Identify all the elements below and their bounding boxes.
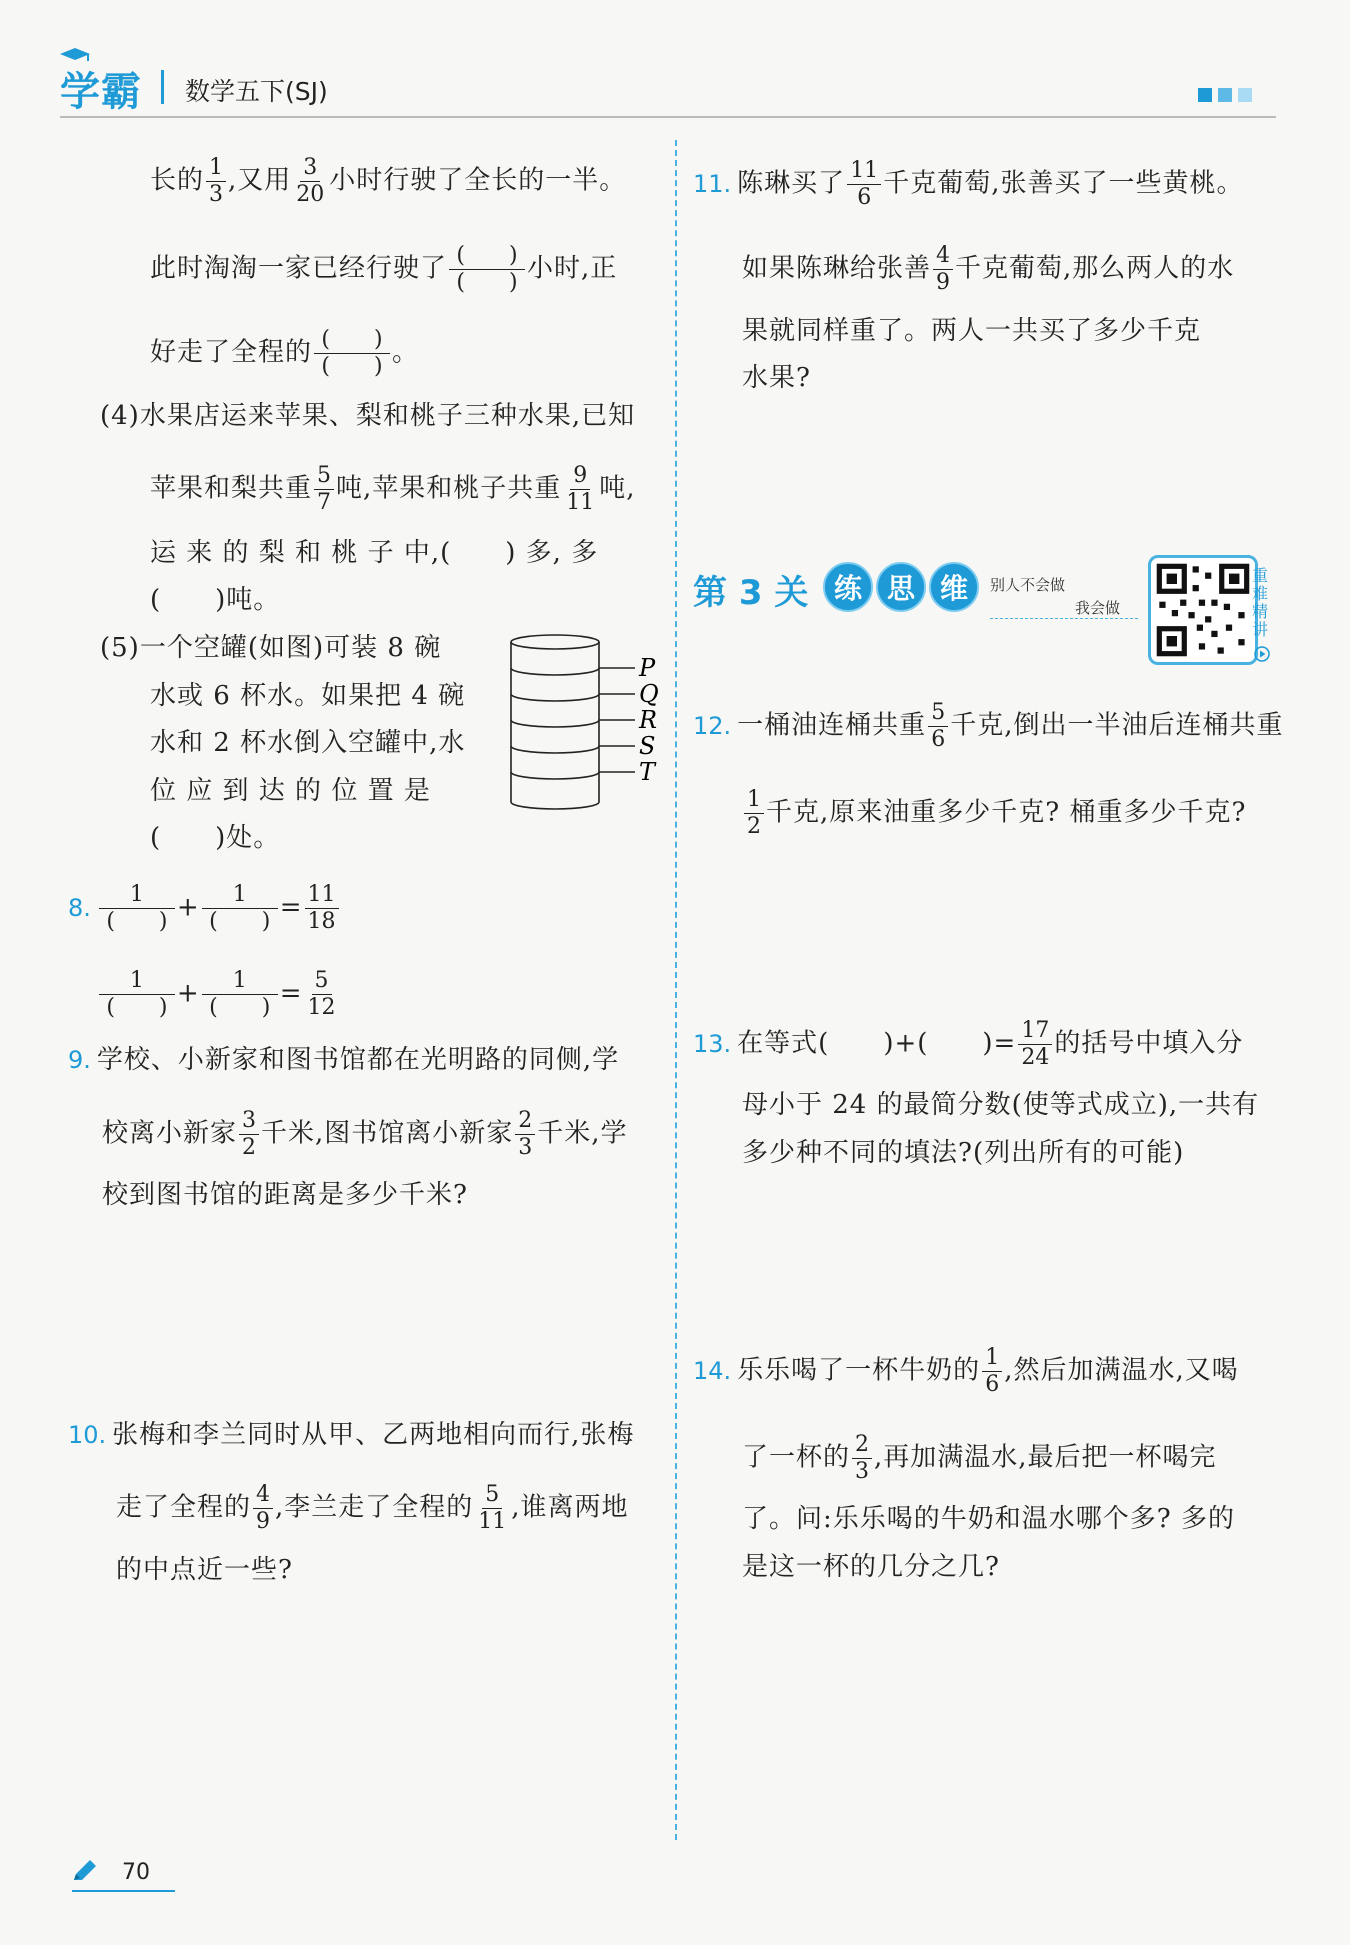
fraction: $\frac{2}{3}$ — [515, 1108, 535, 1161]
q9-line1: 9. 学校、小新家和图书馆都在光明路的同侧,学 — [68, 1045, 620, 1075]
book-title: 数学五下(SJ) — [185, 77, 328, 106]
q7-5-line1: (5)一个空罐(如图)可装 8 碗 — [100, 633, 442, 663]
q7-5-line5: ( )处。 — [150, 823, 281, 853]
q7-5-line2: 水或 6 杯水。如果把 4 碗 — [150, 681, 466, 711]
fraction: $\frac{4}{9}$ — [933, 243, 953, 296]
q12-line2: $\frac{1}{2}$ 千克,原来油重多少千克? 桶重多少千克? — [742, 787, 1246, 840]
fraction: $\frac{1}{2}$ — [744, 787, 764, 840]
answer-blank-fraction[interactable]: ( ) ( ) — [314, 327, 390, 380]
q7-5-line3: 水和 2 杯水倒入空罐中,水 — [150, 728, 466, 758]
section-pill: 维 — [929, 562, 979, 612]
q7-3-line2: 此时淘淘一家已经行驶了 ( ) ( ) 小时,正 — [150, 243, 618, 295]
q7-3-line1: 长的 $\frac{1}{3}$ ,又用 $\frac{3}{20}$ 小时行驶了全长的一半。 — [150, 155, 627, 207]
answer-blank-fraction[interactable]: ( ) ( ) — [449, 243, 525, 296]
question-number: 9. — [68, 1046, 91, 1074]
q9-line2: 校离小新家 $\frac{3}{2}$ 千米,图书馆离小新家 $\frac{2}{3}$ 千米,学 — [102, 1108, 628, 1160]
q9-line3: 校到图书馆的距离是多少千米? — [102, 1180, 468, 1210]
q14-line3: 了。问:乐乐喝的牛奶和温水哪个多? 多的 — [742, 1504, 1235, 1534]
fraction: $\frac{4}{9}$ — [253, 1482, 273, 1535]
section-pill: 练 — [823, 562, 873, 612]
q12-line1: 12. 一桶油连桶共重 $\frac{5}{6}$ 千克,倒出一半油后连桶共重 — [693, 700, 1284, 752]
pencil-icon — [70, 1858, 98, 1886]
q11-line1: 11. 陈琳买了 $\frac{11}{6}$ 千克葡萄,张善买了一些黄桃。 — [693, 158, 1244, 210]
q7-3-line3: 好走了全程的 ( ) ( ) 。 — [150, 327, 420, 379]
q11-line4: 水果? — [742, 363, 811, 393]
column-divider — [675, 140, 677, 1840]
question-number: 13. — [693, 1029, 732, 1058]
q10-line2: 走了全程的 $\frac{4}{9}$ ,李兰走了全程的 $\frac{5}{11}$ ,谁离两地 — [116, 1482, 629, 1534]
question-number: 11. — [693, 169, 732, 198]
section-pill: 思 — [876, 562, 926, 612]
fraction: $\frac{9}{11}$ — [566, 463, 595, 515]
can-diagram — [505, 630, 665, 815]
fraction: $\frac{5}{7}$ — [314, 463, 334, 516]
fraction: $\frac{1}{6}$ — [982, 1345, 1002, 1398]
qr-side-label: 重难精讲 — [1252, 566, 1269, 639]
answer-blank-fraction[interactable]: 1 ( ) — [202, 968, 278, 1021]
q14-line1: 14. 乐乐喝了一杯牛奶的 $\frac{1}{6}$ ,然后加满温水,又喝 — [693, 1345, 1239, 1397]
q7-5-line4: 位 应 到 达 的 位 置 是 — [150, 776, 431, 806]
fraction: $\frac{11}{6}$ — [847, 158, 881, 211]
section-note: 我会做 — [1075, 599, 1121, 617]
play-icon[interactable] — [1254, 646, 1270, 662]
footer-rule — [72, 1890, 175, 1892]
q7-4-line3: 运 来 的 梨 和 桃 子 中,( ) 多, 多 — [150, 538, 599, 568]
q10-line1: 10. 张梅和李兰同时从甲、乙两地相向而行,张梅 — [68, 1420, 635, 1450]
header-divider — [161, 70, 164, 104]
question-number: 12. — [693, 711, 732, 740]
header-square-icon — [1198, 88, 1212, 102]
fraction: $\frac{1}{3}$ — [206, 155, 226, 208]
fraction: $\frac{17}{24}$ — [1018, 1018, 1052, 1071]
q13-line2: 母小于 24 的最简分数(使等式成立),一共有 — [742, 1090, 1260, 1120]
section-pills — [823, 562, 979, 612]
header-square-icon — [1238, 88, 1252, 102]
brand-logo: 学霸 — [60, 69, 142, 115]
fraction: $\frac{2}{3}$ — [852, 1432, 872, 1485]
fraction: $\frac{3}{2}$ — [239, 1108, 259, 1161]
answer-blank-fraction[interactable]: 1 ( ) — [202, 882, 278, 935]
can-label-q: Q — [639, 680, 659, 708]
q13-line1: 13. 在等式( )+( )= $\frac{17}{24}$ 的括号中填入分 — [693, 1018, 1244, 1070]
q7-4-line2: 苹果和梨共重 $\frac{5}{7}$ 吨,苹果和桃子共重 $\frac{9}{11}$ 吨, — [150, 463, 636, 515]
question-number: 8. — [68, 893, 91, 922]
qr-code-icon[interactable] — [1148, 555, 1258, 665]
fraction: $\frac{3}{20}$ — [296, 155, 325, 207]
can-label-p: P — [639, 654, 656, 682]
q10-line3: 的中点近一些? — [116, 1555, 293, 1585]
q8-row2: 1 ( ) + 1 ( ) = $\frac{5}{12}$ — [68, 968, 341, 1021]
question-number: 10. — [68, 1421, 107, 1449]
question-number: 14. — [693, 1356, 732, 1385]
header-rule — [60, 116, 1276, 118]
q14-line2: 了一杯的 $\frac{2}{3}$ ,再加满温水,最后把一杯喝完 — [742, 1432, 1217, 1484]
q14-line4: 是这一杯的几分之几? — [742, 1552, 1000, 1582]
fraction: $\frac{5}{11}$ — [478, 1482, 507, 1534]
fraction: $\frac{5}{6}$ — [928, 700, 948, 753]
q11-line2: 如果陈琳给张善 $\frac{4}{9}$ 千克葡萄,那么两人的水 — [742, 243, 1235, 295]
can-label-s: S — [639, 732, 656, 760]
fraction: $\frac{11}{18}$ — [305, 882, 339, 935]
q13-line3: 多少种不同的填法?(列出所有的可能) — [742, 1138, 1185, 1168]
q7-4-line4: ( )吨。 — [150, 585, 281, 615]
answer-blank-fraction[interactable]: 1 ( ) — [99, 882, 175, 935]
q11-line3: 果就同样重了。两人一共买了多少千克 — [742, 316, 1202, 346]
fraction: $\frac{5}{12}$ — [307, 968, 336, 1020]
section-title: 第 3 关 — [693, 573, 809, 613]
answer-blank-fraction[interactable]: 1 ( ) — [99, 968, 175, 1021]
q8-row1: 8. 1 ( ) + 1 ( ) = $\frac{11}{18}$ — [68, 882, 341, 935]
header-square-icon — [1218, 88, 1232, 102]
section-dashed-rule — [990, 618, 1138, 619]
section-note: 别人不会做 — [990, 576, 1066, 594]
page-number: 70 — [122, 1860, 150, 1885]
can-label-r: R — [639, 706, 658, 734]
q7-4-line1: (4)水果店运来苹果、梨和桃子三种水果,已知 — [100, 401, 636, 431]
can-label-t: T — [639, 758, 656, 786]
